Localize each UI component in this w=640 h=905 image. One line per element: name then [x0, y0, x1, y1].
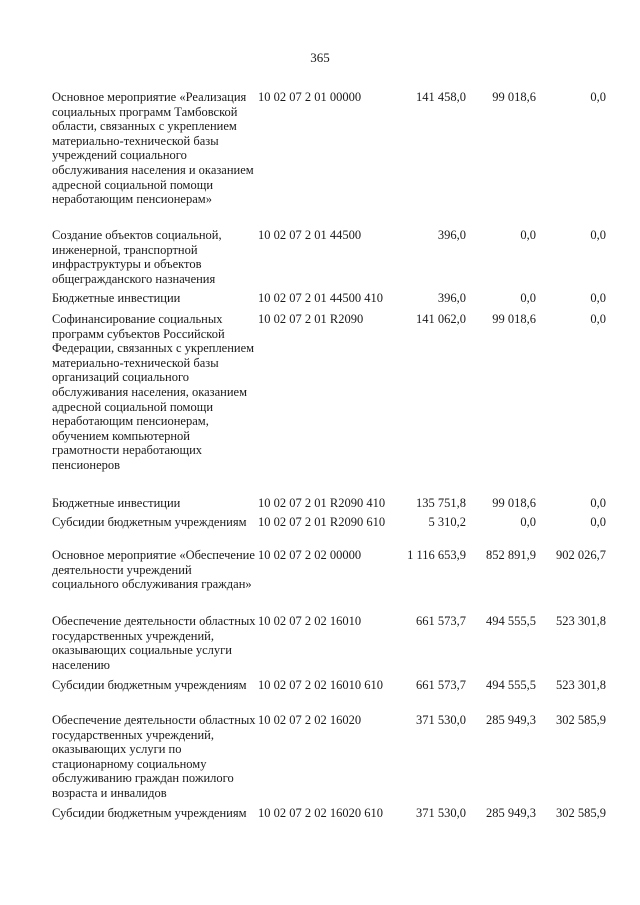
row-name: Создание объектов социальной, инженерной, транспортной инфраструктуры и объектов общегражданского назначения	[52, 228, 222, 286]
row-name: Бюджетные инвестиции	[52, 291, 181, 305]
row-value-2: 285 949,3	[486, 713, 536, 727]
row-code: 10 02 07 2 01 44500 410	[258, 291, 383, 305]
row-value-3: 902 026,7	[556, 548, 606, 562]
row-value-3: 0,0	[590, 291, 606, 305]
page-number: 365	[310, 50, 330, 65]
row-value-3: 0,0	[590, 228, 606, 242]
row-value-1: 5 310,2	[428, 515, 466, 529]
row-code: 10 02 07 2 02 00000	[258, 548, 362, 562]
row-code: 10 02 07 2 01 R2090	[258, 312, 364, 326]
row-value-2: 494 555,5	[486, 678, 536, 692]
row-value-2: 0,0	[520, 291, 536, 305]
row-name: Субсидии бюджетным учреждениям	[52, 678, 247, 692]
row-code: 10 02 07 2 01 44500	[258, 228, 362, 242]
row-value-1: 371 530,0	[416, 713, 466, 727]
row-value-1: 135 751,8	[416, 496, 466, 510]
row-value-3: 0,0	[590, 515, 606, 529]
row-name: Основное мероприятие «Обеспечение деятельности учреждений социального обслуживания граждан»	[52, 548, 255, 592]
row-code: 10 02 07 2 02 16020	[258, 713, 362, 727]
row-value-3: 0,0	[590, 312, 606, 326]
row-code: 10 02 07 2 02 16020 610	[258, 806, 383, 820]
row-value-3: 0,0	[590, 90, 606, 104]
row-value-3: 302 585,9	[556, 713, 606, 727]
row-code: 10 02 07 2 01 R2090 610	[258, 515, 386, 529]
row-value-2: 99 018,6	[492, 312, 536, 326]
row-value-2: 285 949,3	[486, 806, 536, 820]
row-value-1: 661 573,7	[416, 614, 466, 628]
row-code: 10 02 07 2 01 R2090 410	[258, 496, 386, 510]
row-value-2: 852 891,9	[486, 548, 536, 562]
row-value-2: 0,0	[520, 228, 536, 242]
row-value-1: 1 116 653,9	[407, 548, 466, 562]
row-value-1: 396,0	[437, 291, 466, 305]
row-value-3: 523 301,8	[556, 678, 606, 692]
row-value-3: 302 585,9	[556, 806, 606, 820]
row-value-1: 141 062,0	[416, 312, 466, 326]
row-name: Субсидии бюджетным учреждениям	[52, 515, 247, 529]
row-value-1: 141 458,0	[416, 90, 466, 104]
row-value-3: 523 301,8	[556, 614, 606, 628]
row-value-1: 371 530,0	[416, 806, 466, 820]
row-value-2: 0,0	[520, 515, 536, 529]
row-value-3: 0,0	[590, 496, 606, 510]
row-code: 10 02 07 2 01 00000	[258, 90, 362, 104]
row-name: Софинансирование социальных программ субъектов Российской Федерации, связанных с укреплением материально-технической базы организаций социального обслуживания населения, оказанием адресной социальной помощи неработающим пенсионерам, обучением компьютерной грамотности неработающих пенсионеров	[52, 312, 255, 472]
row-value-2: 494 555,5	[486, 614, 536, 628]
row-value-2: 99 018,6	[492, 90, 536, 104]
row-code: 10 02 07 2 02 16010	[258, 614, 362, 628]
row-name: Обеспечение деятельности областных государственных учреждений, оказывающих социальные услуги населению	[52, 614, 256, 672]
row-value-1: 396,0	[437, 228, 466, 242]
row-value-1: 661 573,7	[416, 678, 466, 692]
row-value-2: 99 018,6	[492, 496, 536, 510]
row-name: Субсидии бюджетным учреждениям	[52, 806, 247, 820]
row-name: Основное мероприятие «Реализация социальных программ Тамбовской области, связанных с укреплением материально-технической базы учреждений социального обслуживания населения и оказанием адресной социальной помощи неработающим пенсионерам»	[52, 90, 254, 207]
row-name: Обеспечение деятельности областных государственных учреждений, оказывающих услуги по стационарному социальному обслуживанию граждан пожилого возраста и инвалидов	[52, 713, 256, 800]
row-code: 10 02 07 2 02 16010 610	[258, 678, 383, 692]
row-name: Бюджетные инвестиции	[52, 496, 181, 510]
